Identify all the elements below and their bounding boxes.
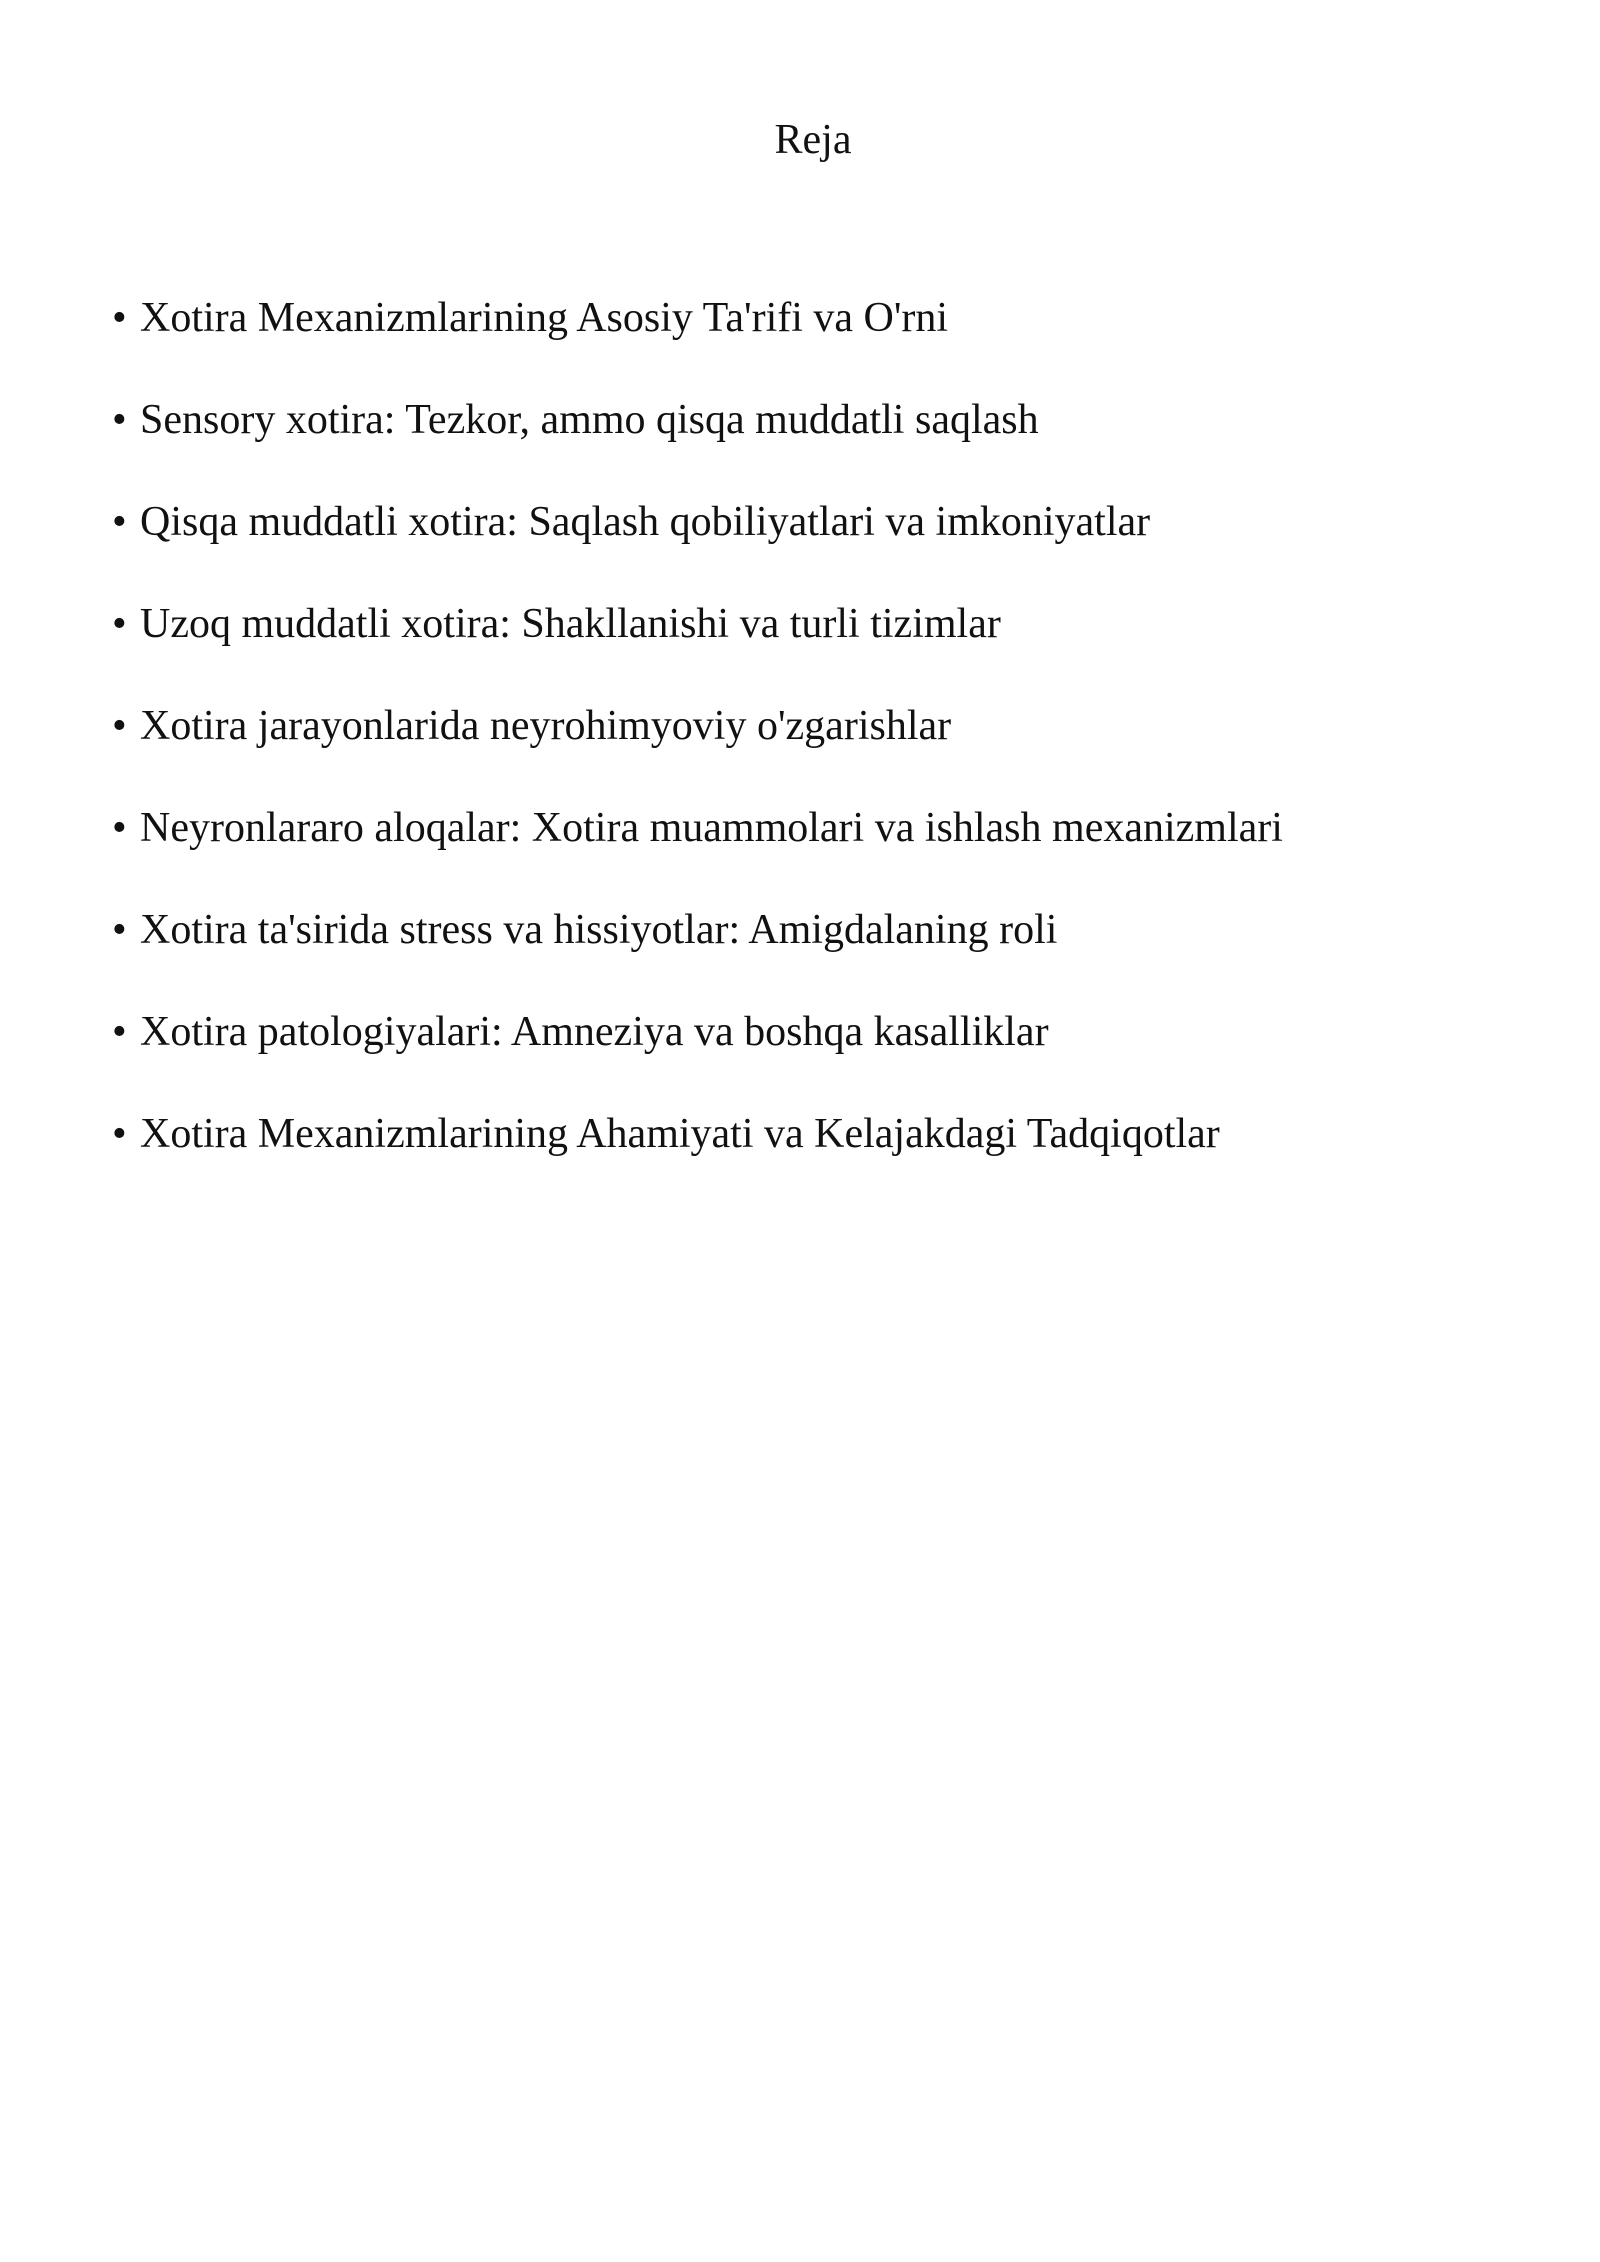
- list-item: [112, 902, 1512, 1004]
- list-item: [112, 1106, 1512, 1208]
- bullet-icon: •: [112, 397, 127, 443]
- bullet-icon: •: [112, 1009, 127, 1055]
- list-item-text: Xotira Mexanizmlarining Ahamiyati va Kelajakdagi Tadqiqotlar: [140, 1111, 1220, 1157]
- list-item-text: Neyronlararo aloqalar: Xotira muammolari va ishlash mexanizmlari: [140, 805, 1283, 851]
- list-item: [112, 698, 1512, 800]
- list-item: [112, 596, 1512, 698]
- list-item-text: Qisqa muddatli xotira: Saqlash qobiliyatlari va imkoniyatlar: [140, 499, 1151, 545]
- list-item-text: Sensory xotira: Tezkor, ammo qisqa muddatli saqlash: [140, 397, 1039, 443]
- bullet-icon: •: [112, 295, 127, 341]
- bullet-icon: •: [112, 907, 127, 953]
- list-item: [112, 392, 1512, 494]
- page-title: Reja: [774, 117, 852, 163]
- plan-list: [112, 290, 1512, 1208]
- list-item: [112, 1004, 1512, 1106]
- list-item: [112, 290, 1512, 392]
- bullet-icon: •: [112, 703, 127, 749]
- bullet-icon: •: [112, 499, 127, 545]
- list-item-text: Xotira ta'sirida stress va hissiyotlar: Amigdalaning roli: [140, 907, 1058, 953]
- list-item-text: Uzoq muddatli xotira: Shakllanishi va turli tizimlar: [140, 601, 1001, 647]
- list-item-text: Xotira jarayonlarida neyrohimyoviy o'zgarishlar: [140, 703, 952, 749]
- bullet-icon: •: [112, 805, 127, 851]
- bullet-icon: •: [112, 601, 127, 647]
- list-item-text: Xotira patologiyalari: Amneziya va boshqa kasalliklar: [140, 1009, 1049, 1055]
- list-item-text: Xotira Mexanizmlarining Asosiy Ta'rifi va O'rni: [140, 295, 949, 341]
- bullet-icon: •: [112, 1111, 127, 1157]
- list-item: [112, 494, 1512, 596]
- list-item: [112, 800, 1512, 902]
